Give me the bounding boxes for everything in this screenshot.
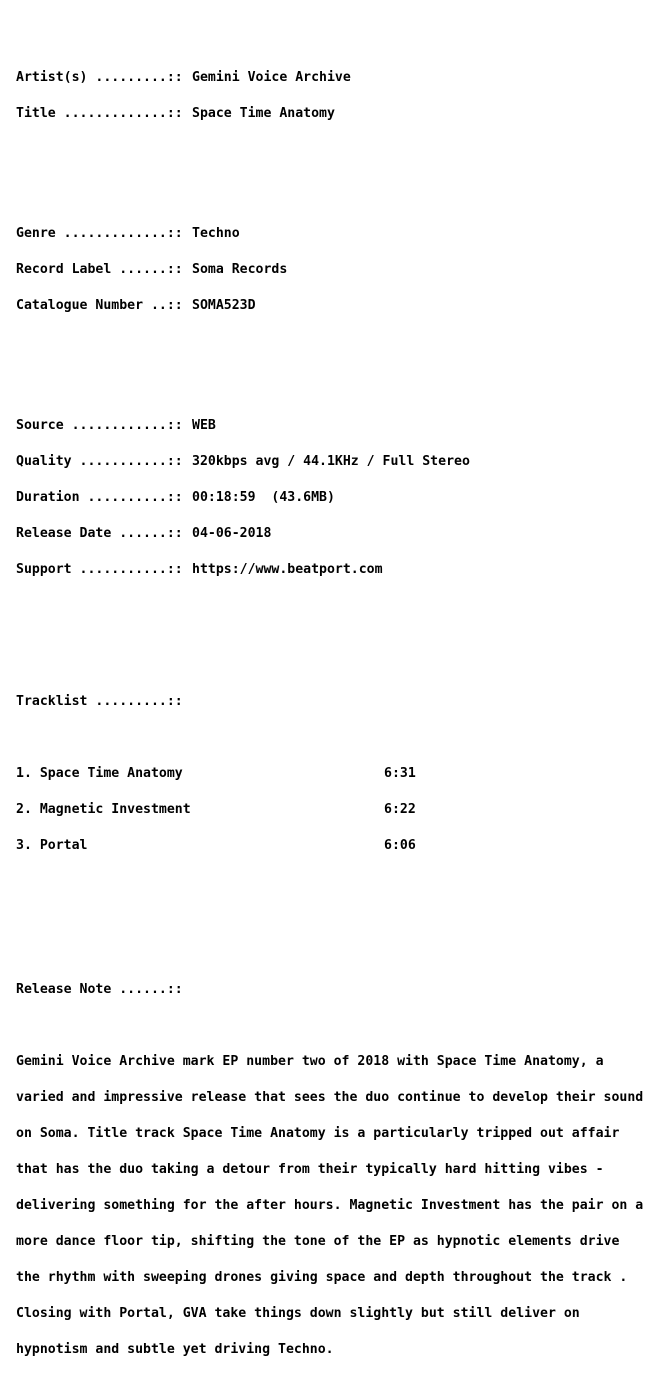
spacer xyxy=(16,624,643,648)
header-section xyxy=(16,48,643,144)
catalogue-row xyxy=(16,300,643,312)
spacer xyxy=(16,1020,643,1032)
source-value: WEB xyxy=(192,418,216,433)
genre-label: Genre .............:: xyxy=(16,226,183,241)
release-note-line: the rhythm with sweeping drones giving space and depth throughout the track . xyxy=(16,1270,628,1285)
source-info-section xyxy=(16,396,643,600)
record-label-row xyxy=(16,264,643,276)
release-note-line: varied and impressive release that sees the duo continue to develop their sound xyxy=(16,1090,644,1105)
title-value: Space Time Anatomy xyxy=(192,106,335,121)
duration-row xyxy=(16,492,643,504)
track-title: 2. Magnetic Investment xyxy=(16,802,191,817)
release-note-heading: Release Note ......:: xyxy=(16,982,183,997)
spacer xyxy=(16,168,643,180)
record-label-label: Record Label ......:: xyxy=(16,262,183,277)
source-row xyxy=(16,420,643,432)
track-row xyxy=(16,840,643,852)
title-label: Title .............:: xyxy=(16,106,183,121)
genre-value: Techno xyxy=(192,226,240,241)
genre-row xyxy=(16,228,643,240)
track-row xyxy=(16,804,643,816)
duration-label: Duration ..........:: xyxy=(16,490,183,505)
release-info-section xyxy=(16,204,643,336)
release-date-value: 04-06-2018 xyxy=(192,526,272,541)
catalogue-label: Catalogue Number ..:: xyxy=(16,298,183,313)
support-row xyxy=(16,564,643,576)
release-note-line: more dance floor tip, shifting the tone of the EP as hypnotic elements drive xyxy=(16,1234,620,1249)
release-note-line: that has the duo taking a detour from their typically hard hitting vibes - xyxy=(16,1162,604,1177)
support-label: Support ...........:: xyxy=(16,562,183,577)
artist-value: Gemini Voice Archive xyxy=(192,70,351,85)
spacer xyxy=(16,732,643,744)
release-note-line: delivering something for the after hours. Magnetic Investment has the pair on a xyxy=(16,1198,644,1213)
tracklist-section xyxy=(16,672,643,876)
quality-value: 320kbps avg / 44.1KHz / Full Stereo xyxy=(192,454,470,469)
release-date-label: Release Date ......:: xyxy=(16,526,183,541)
catalogue-value: SOMA523D xyxy=(192,298,256,313)
release-note-line: on Soma. Title track Space Time Anatomy is a particularly tripped out affair xyxy=(16,1126,620,1141)
track-title: 1. Space Time Anatomy xyxy=(16,766,183,781)
release-note-line: hypnotism and subtle yet driving Techno. xyxy=(16,1342,334,1357)
track-row xyxy=(16,768,643,780)
title-row xyxy=(16,108,643,120)
nfo-document xyxy=(16,24,643,1392)
track-duration: 6:06 xyxy=(384,838,416,853)
quality-label: Quality ...........:: xyxy=(16,454,183,469)
duration-value: 00:18:59 (43.6MB) xyxy=(192,490,335,505)
support-link[interactable]: https://www.beatport.com xyxy=(192,562,383,577)
track-duration: 6:22 xyxy=(384,802,416,817)
release-note-line: Gemini Voice Archive mark EP number two of 2018 with Space Time Anatomy, a xyxy=(16,1054,604,1069)
tracklist-heading: Tracklist .........:: xyxy=(16,694,183,709)
track-title: 3. Portal xyxy=(16,838,88,853)
spacer xyxy=(16,900,643,936)
artist-row xyxy=(16,72,643,84)
source-label: Source ............:: xyxy=(16,418,183,433)
artist-label: Artist(s) .........:: xyxy=(16,70,183,85)
release-date-row xyxy=(16,528,643,540)
track-duration: 6:31 xyxy=(384,766,416,781)
record-label-value: Soma Records xyxy=(192,262,288,277)
quality-row xyxy=(16,456,643,468)
release-note-line: Closing with Portal, GVA take things down slightly but still deliver on xyxy=(16,1306,580,1321)
spacer xyxy=(16,360,643,372)
release-note-section xyxy=(16,960,643,1380)
